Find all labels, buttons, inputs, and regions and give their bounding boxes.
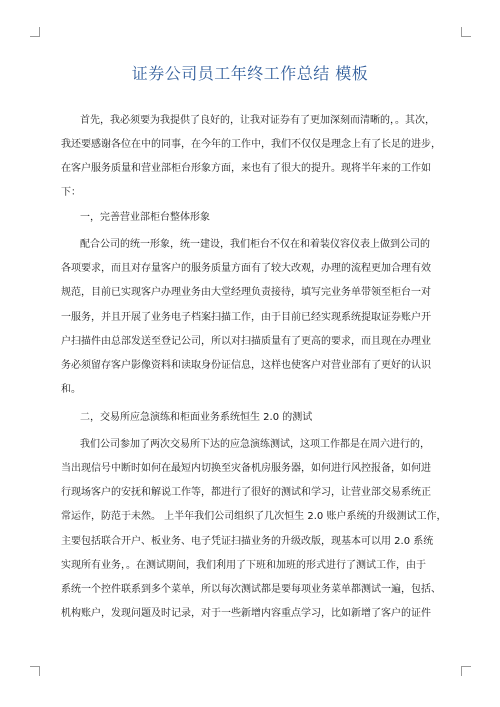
body-line: 各项要求，而且对存量客户的服务质量方面有了较大改观，办理的流程更加合理有效: [61, 263, 431, 274]
body-line: 我们公司参加了两次交易所下达的应急演练测试，这项工作都是在周六进行的，: [80, 439, 430, 450]
body-line: 行现场客户的安抚和解说工作等，都进行了很好的测试和学习，让营业部交易系统正: [61, 487, 431, 498]
body-line: 机构账户，发现问题及时记录，对于一些新增内容重点学习，比如新增了客户的证件: [61, 608, 431, 619]
document-title: 证券公司员工年终工作总结 模板: [131, 64, 369, 83]
body-line: 户扫描件由总部发送至登记公司，所以对扫描质量有了更高的要求，而且现在办理业: [61, 336, 431, 347]
body-line: 规范，目前已实现客户办理业务由大堂经理负责接待，填写完业务单带领至柜台一对: [61, 287, 431, 298]
body-line: 务必须留存客户影像资料和读取身份证信息，这样也使客户对营业部有了更好的认识: [61, 360, 431, 371]
body-line: 我还要感谢各位在中的同事，在今年的工作中，我们不仅仅是理念上有了长足的进步，: [61, 139, 441, 150]
body-line: 当出现信号中断时如何在最短内切换至灾备机房服务器，如何进行风控报备，如何进: [61, 463, 431, 474]
section-heading: 一，完善营业部柜台整体形象: [80, 212, 210, 223]
body-line: 常运作，防范于未然。 上半年我们公司组织了几次恒生 2.0 账户系统的升级测试工作，: [61, 511, 447, 522]
body-line: 首先，我必须要为我提供了良好的，让我对证券有了更加深刻而清晰的，。其次，: [80, 115, 435, 126]
crop-mark-top-left: [30, 27, 40, 37]
crop-mark-bottom-left: [30, 666, 40, 676]
body-line: 下：: [61, 187, 81, 198]
body-line: 主要包括联合开户、板业务、电子凭证扫描业务的升级改版，现基本可以用 2.0 系统: [61, 536, 434, 547]
crop-mark-bottom-right: [461, 666, 471, 676]
body-line: 实现所有业务，。在测试期间，我们利用了下班和加班的形式进行了测试工作，由于: [61, 560, 426, 571]
crop-mark-top-right: [461, 27, 471, 37]
body-line: 系统一个控件联系到多个菜单，所以每次测试都是要每项业务菜单都测试一遍，包括、: [61, 584, 441, 595]
body-line: 和。: [61, 384, 81, 395]
body-line: 配合公司的统一形象，统一建设，我们柜台不仅在和着装仪容仪表上做到公司的: [80, 239, 430, 250]
body-line: 一服务，并且开展了业务电子档案扫描工作，由于目前已经实现系统提取证券账户开: [61, 312, 431, 323]
section-heading: 二，交易所应急演练和柜面业务系统恒生 2.0 的测试: [80, 412, 313, 423]
body-line: 在客户服务质量和营业部柜台形象方面，来也有了很大的提升。现将半年来的工作如: [61, 163, 431, 174]
